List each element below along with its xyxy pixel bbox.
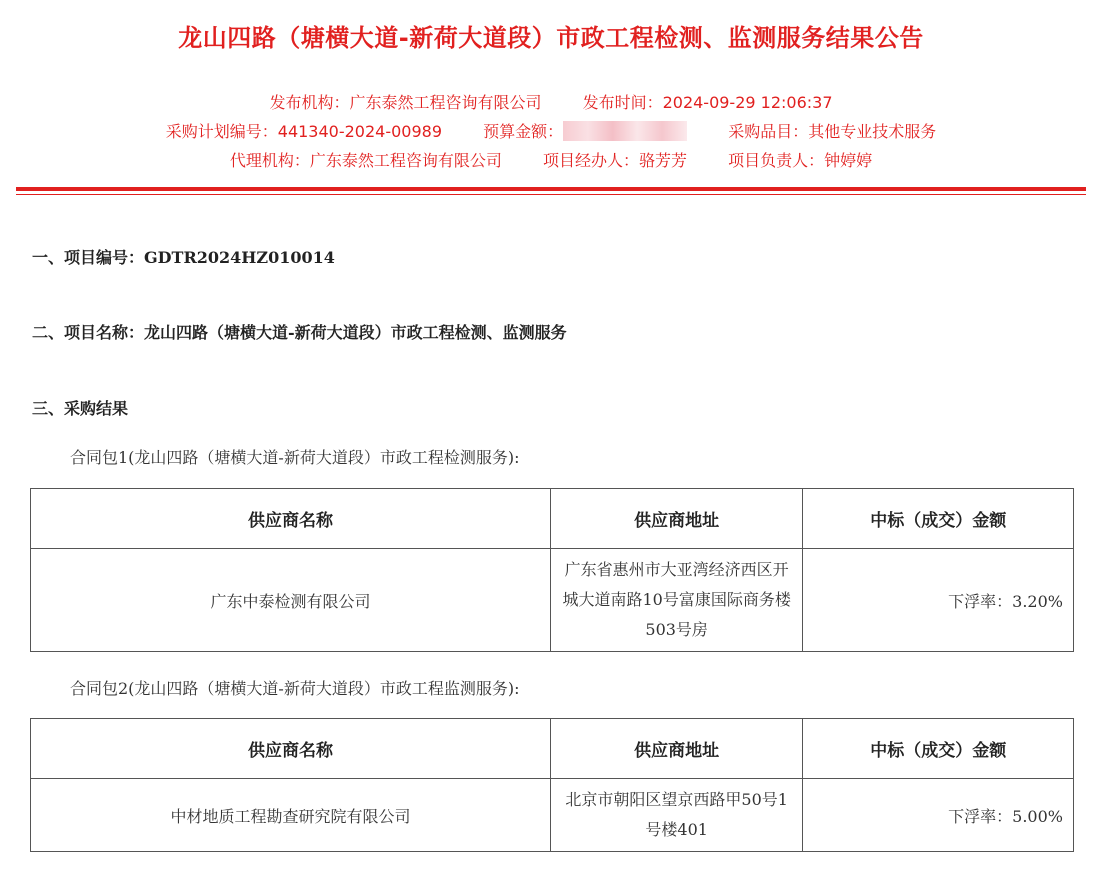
col-supplier-address: 供应商地址 — [550, 489, 803, 549]
project-leader: 项目负责人：钟婷婷 — [728, 151, 873, 170]
budget — [483, 122, 687, 141]
supplier-address: 广东省惠州市大亚湾经济西区开城大道南路10号富康国际商务楼503号房 — [550, 549, 803, 652]
supplier-address: 北京市朝阳区望京西路甲50号1号楼401 — [550, 779, 803, 852]
project-handler: 项目经办人：骆芳芳 — [542, 151, 687, 170]
award-amount: 下浮率：3.20% — [803, 549, 1074, 652]
header-divider-thick — [16, 187, 1086, 191]
package-2-table — [30, 718, 1074, 852]
package-2-title: 合同包2(龙山四路（塘横大道-新荷大道段）市政工程监测服务): — [70, 679, 520, 698]
package-1-table — [30, 488, 1074, 652]
table-header-row — [31, 489, 1074, 549]
package-1-title: 合同包1(龙山四路（塘横大道-新荷大道段）市政工程检测服务): — [70, 448, 520, 467]
meta-line-1 — [0, 90, 1102, 113]
plan-number: 采购计划编号：441340-2024-00989 — [165, 122, 443, 141]
supplier-name: 中材地质工程勘查研究院有限公司 — [31, 779, 551, 852]
meta-line-2 — [0, 119, 1102, 142]
col-supplier-name: 供应商名称 — [31, 489, 551, 549]
budget-label: 预算金额： — [483, 122, 564, 141]
agency: 代理机构：广东泰然工程咨询有限公司 — [229, 151, 502, 170]
project-number: 一、项目编号：GDTR2024HZ010014 — [32, 248, 335, 267]
table-row — [31, 779, 1074, 852]
col-amount: 中标（成交）金额 — [803, 489, 1074, 549]
budget-redacted — [563, 121, 687, 141]
award-amount: 下浮率：5.00% — [803, 779, 1074, 852]
procurement-result-heading: 三、采购结果 — [32, 399, 129, 418]
meta-line-3 — [0, 148, 1102, 171]
col-supplier-name: 供应商名称 — [31, 719, 551, 779]
col-amount: 中标（成交）金额 — [803, 719, 1074, 779]
project-name: 二、项目名称：龙山四路（塘横大道-新荷大道段）市政工程检测、监测服务 — [32, 323, 567, 342]
supplier-name: 广东中泰检测有限公司 — [31, 549, 551, 652]
table-header-row — [31, 719, 1074, 779]
category: 采购品目：其他专业技术服务 — [728, 122, 937, 141]
publish-time: 发布时间：2024-09-29 12:06:37 — [582, 93, 833, 112]
col-supplier-address: 供应商地址 — [550, 719, 803, 779]
page-title: 龙山四路（塘横大道-新荷大道段）市政工程检测、监测服务结果公告 — [178, 24, 924, 52]
header-divider-thin — [16, 194, 1086, 195]
table-row — [31, 549, 1074, 652]
publisher: 发布机构：广东泰然工程咨询有限公司 — [269, 93, 542, 112]
